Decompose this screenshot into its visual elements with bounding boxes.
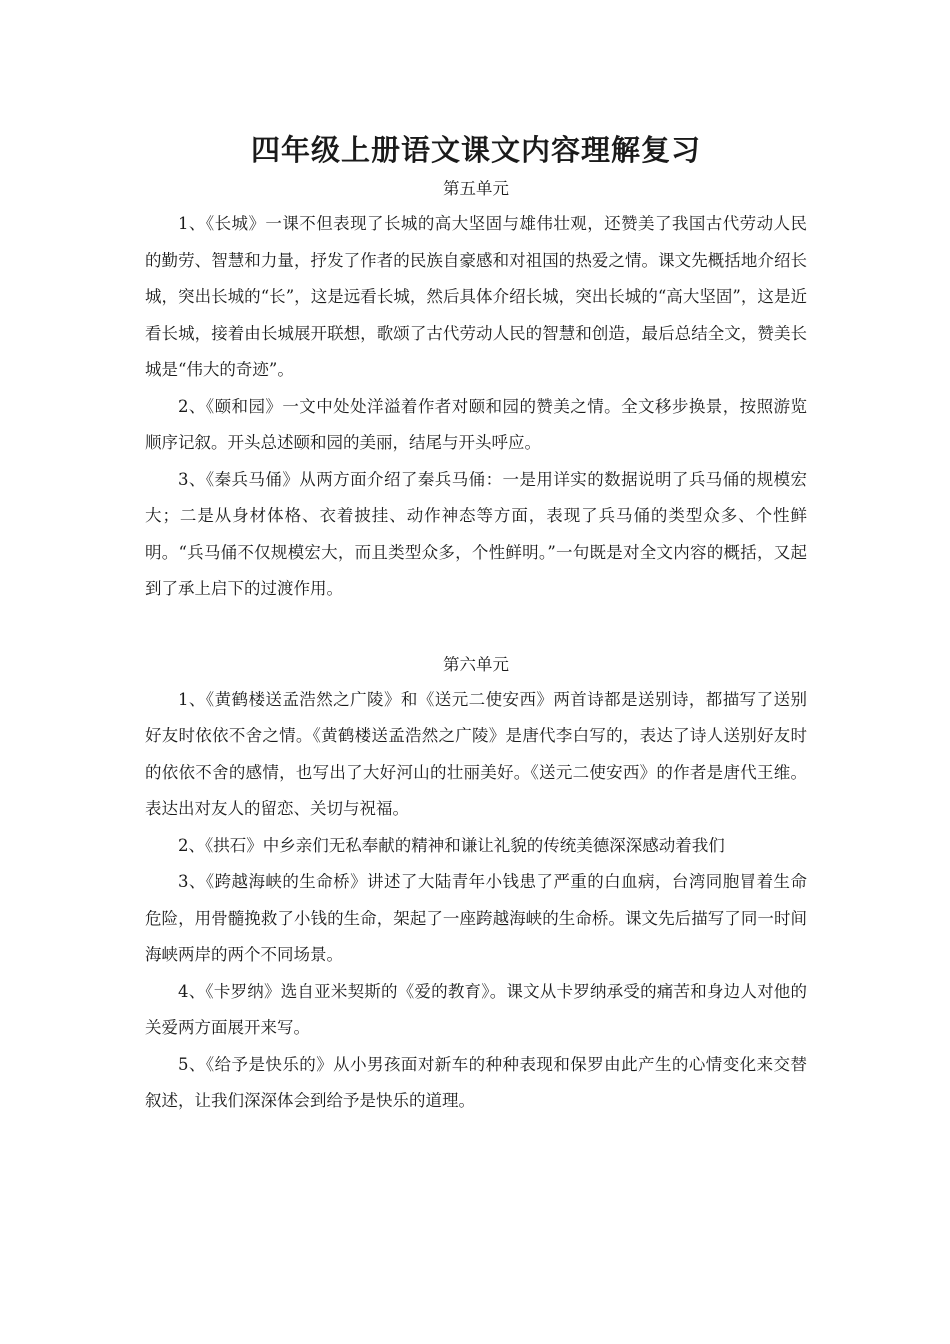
paragraph: 1、《黄鹤楼送孟浩然之广陵》和《送元二使安西》两首诗都是送别诗，都描写了送别好友时依依不舍之情。《黄鹤楼送孟浩然之广陵》是唐代李白写的，表达了诗人送别好友时的依依不舍的感情，也写出了大好河山的壮丽美好。《送元二使安西》的作者是唐代王维。表达出对友人的留恋、关切与祝福。: [145, 689, 807, 818]
paragraph: 2、《拱石》中乡亲们无私奉献的精神和谦让礼貌的传统美德深深感动着我们: [178, 835, 725, 855]
document-title: 四年级上册语文课文内容理解复习: [250, 133, 701, 167]
section-spacer: [145, 608, 807, 648]
paragraph: 5、《给予是快乐的》从小男孩面对新车的种种表现和保罗由此产生的心情变化来交替叙述，让我们深深体会到给予是快乐的道理。: [145, 1054, 807, 1110]
paragraph: 1、《长城》一课不但表现了长城的高大坚固与雄伟壮观，还赞美了我国古代劳动人民的勤劳、智慧和力量，抒发了作者的民族自豪感和对祖国的热爱之情。课文先概括地介绍长城，突出长城的“长”，这是远看长城，然后具体介绍长城，突出长城的“高大坚固”，这是近看长城，接着由长城展开联想，歌颂了古代劳动人民的智慧和创造，最后总结全文，赞美长城是“伟大的奇迹”。: [145, 214, 807, 379]
paragraph: 3、《跨越海峡的生命桥》讲述了大陆青年小钱患了严重的白血病，台湾同胞冒着生命危险，用骨髓挽救了小钱的生命，架起了一座跨越海峡的生命桥。课文先后描写了同一时间海峡两岸的两个不同场景。: [145, 872, 807, 964]
document-page: [145, 128, 807, 1120]
section-heading: 第六单元: [443, 654, 509, 674]
section-unit-5: [145, 172, 807, 608]
section-unit-6: [145, 648, 807, 1120]
section-heading: 第五单元: [443, 179, 509, 198]
paragraph: 2、《颐和园》一文中处处洋溢着作者对颐和园的赞美之情。全文移步换景，按照游览顺序记叙。开头总述颐和园的美丽，结尾与开头呼应。: [145, 396, 807, 452]
paragraph: 4、《卡罗纳》选自亚米契斯的《爱的教育》。课文从卡罗纳承受的痛苦和身边人对他的关爱两方面展开来写。: [145, 981, 807, 1037]
paragraph: 3、《秦兵马俑》从两方面介绍了秦兵马俑：一是用详实的数据说明了兵马俑的规模宏大；二是从身材体格、衣着披挂、动作神态等方面，表现了兵马俑的类型众多、个性鲜明。“兵马俑不仅规模宏大，而且类型众多，个性鲜明。”一句既是对全文内容的概括，又起到了承上启下的过渡作用。: [145, 469, 807, 598]
